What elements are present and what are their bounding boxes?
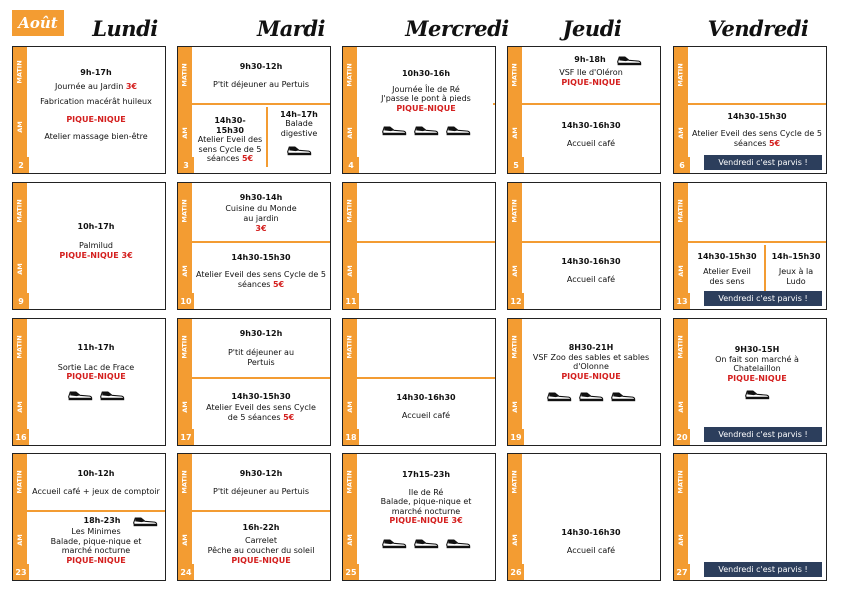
sneaker-icon <box>67 388 93 401</box>
parvis-banner[interactable]: Vendredi c'est parvis ! <box>704 427 822 442</box>
sneaker-icon <box>381 536 407 549</box>
day-cell-4 <box>342 46 496 174</box>
event-time: 9h30-12h <box>239 328 283 338</box>
event-time: 14h30-15h30 <box>214 116 246 135</box>
label-am: AM <box>511 127 519 139</box>
event-time: 9H30-15H <box>734 345 780 354</box>
divider <box>357 241 495 243</box>
label-am: AM <box>677 265 685 277</box>
day-number: 6 <box>674 157 690 173</box>
label-matin: MATIN <box>677 199 686 223</box>
event-detail: Balade, pique-nique et marché nocturne <box>380 497 472 516</box>
sneaker-icon <box>546 389 572 402</box>
event-time: 8H30-21H <box>568 343 614 352</box>
divider <box>192 510 330 512</box>
event-title: Accueil café <box>566 546 616 555</box>
parvis-banner[interactable]: Vendredi c'est parvis ! <box>704 562 822 577</box>
label-matin: MATIN <box>346 470 355 494</box>
day-cell-10 <box>177 182 331 310</box>
day-number: 19 <box>508 429 524 445</box>
day-cell-11 <box>342 182 496 310</box>
label-am: AM <box>677 127 685 139</box>
event-detail: Balade, pique-nique et marché nocturne <box>50 536 142 556</box>
label-am: AM <box>677 534 685 546</box>
day-number: 25 <box>343 564 359 580</box>
day-cell-25 <box>342 453 496 581</box>
picnic-label: PIQUE-NIQUE <box>66 555 126 565</box>
event-full-day <box>27 213 165 269</box>
event-title: On fait son marché à Chatelaillon <box>715 354 799 374</box>
day-cell-9 <box>12 182 166 310</box>
event-afternoon <box>192 245 330 297</box>
event-time: 10h-12h <box>77 469 115 479</box>
day-number: 2 <box>13 157 29 173</box>
day-cell-27 <box>673 453 827 581</box>
event-afternoon-2 <box>766 245 826 293</box>
day-number: 9 <box>13 293 29 309</box>
event-morning <box>192 321 330 375</box>
divider <box>357 377 495 379</box>
day-number: 17 <box>178 429 194 445</box>
day-header-wednesday: Mercredi <box>405 16 509 41</box>
picnic-label: PIQUE-NIQUE 3€ <box>59 250 133 260</box>
event-title: P'tit déjeuner au Pertuis <box>213 487 309 496</box>
day-header-monday: Lundi <box>92 16 158 41</box>
event-full-day <box>522 325 660 415</box>
event-title: Journée Île de Ré <box>392 84 460 94</box>
picnic-label: PIQUE-NIQUE <box>561 371 621 381</box>
sneaker-icon <box>99 388 125 401</box>
day-header-tuesday: Mardi <box>256 16 326 41</box>
parvis-banner[interactable]: Vendredi c'est parvis ! <box>704 291 822 306</box>
event-afternoon <box>192 381 330 433</box>
event-time: 10h30-16h <box>401 69 451 78</box>
label-matin: MATIN <box>16 470 25 494</box>
picnic-label: PIQUE-NIQUE 3€ <box>389 516 463 526</box>
event-title: P'tit déjeuner au Pertuis <box>213 80 309 89</box>
event-title: Atelier Eveil des sens Cycle de 5 séances 5€ <box>196 270 326 289</box>
event-time: 9h-17h <box>80 68 112 78</box>
day-number: 24 <box>178 564 194 580</box>
sneaker-icon <box>445 536 471 549</box>
event-price: 5€ <box>768 138 781 148</box>
day-cell-6 <box>673 46 827 174</box>
picnic-label: PIQUE-NIQUE <box>66 372 126 382</box>
divider <box>688 241 826 243</box>
divider <box>688 103 826 105</box>
label-matin: MATIN <box>511 63 520 87</box>
label-matin: MATIN <box>181 63 190 87</box>
event-afternoon-1 <box>690 245 764 293</box>
event-title: Jeux à la Ludo <box>778 267 814 286</box>
day-cell-17 <box>177 318 331 446</box>
event-time: 14h–15h30 <box>771 251 821 261</box>
picnic-label: PIQUE-NIQUE <box>66 114 126 124</box>
label-am: AM <box>181 534 189 546</box>
event-time: 14h30-15h30 <box>727 111 787 121</box>
event-title: Les Minimes <box>71 527 121 536</box>
label-matin: MATIN <box>511 335 520 359</box>
label-am: AM <box>511 401 519 413</box>
sneaker-icon <box>381 123 407 136</box>
event-morning <box>192 51 330 101</box>
event-time: 9h30-12h <box>239 62 283 72</box>
label-matin: MATIN <box>16 335 25 359</box>
label-am: AM <box>16 121 24 133</box>
event-full-day <box>688 325 826 415</box>
label-matin: MATIN <box>677 63 686 87</box>
divider <box>192 241 330 243</box>
label-am: AM <box>16 401 24 413</box>
sneaker-icon <box>445 123 471 136</box>
day-header-thursday: Jeudi <box>562 16 622 41</box>
label-am: AM <box>346 401 354 413</box>
event-price: 5€ <box>272 279 285 289</box>
event-title: Journée au Jardin <box>55 81 124 91</box>
divider <box>493 103 495 105</box>
event-afternoon <box>688 107 826 153</box>
event-time: 17h15-23h <box>401 470 451 479</box>
label-matin: MATIN <box>511 199 520 223</box>
event-time: 14h30-15h30 <box>231 252 291 262</box>
event-time: 14h30-16h30 <box>561 121 621 131</box>
event-time: 14h30-15h30 <box>697 251 757 261</box>
event-afternoon <box>357 381 495 433</box>
event-afternoon <box>522 245 660 297</box>
event-full-day <box>27 333 165 413</box>
day-number: 12 <box>508 293 524 309</box>
parvis-banner[interactable]: Vendredi c'est parvis ! <box>704 155 822 170</box>
label-am: AM <box>181 127 189 139</box>
event-time: 14h30-16h30 <box>396 393 456 403</box>
label-matin: MATIN <box>181 470 190 494</box>
sneaker-icon <box>610 389 636 402</box>
event-time: 9h30-12h <box>239 469 283 479</box>
label-matin: MATIN <box>346 335 355 359</box>
day-number: 27 <box>674 564 690 580</box>
event-afternoon <box>522 105 660 165</box>
day-cell-2 <box>12 46 166 174</box>
event-time: 14h–17h <box>280 109 318 119</box>
day-cell-13 <box>673 182 827 310</box>
label-matin: MATIN <box>677 470 686 494</box>
day-number: 26 <box>508 564 524 580</box>
event-time: 14h30-16h30 <box>561 257 621 267</box>
event-title: Accueil café <box>566 139 616 148</box>
event-title: Accueil café <box>566 275 616 284</box>
label-matin: MATIN <box>181 199 190 223</box>
event-morning <box>192 458 330 508</box>
sneaker-icon <box>578 389 604 402</box>
event-title: Sortie Lac de Frace <box>57 362 135 372</box>
divider <box>522 241 660 243</box>
event-time: 18h-23h <box>83 515 121 525</box>
day-cell-3 <box>177 46 331 174</box>
event-title: P'tit déjeuner au Pertuis <box>227 348 295 367</box>
day-cell-19 <box>507 318 661 446</box>
day-header-friday: Vendredi <box>707 16 809 41</box>
day-cell-26 <box>507 453 661 581</box>
event-time: 14h30-15h30 <box>231 391 291 401</box>
event-title: Cuisine du Monde au jardin <box>225 204 297 223</box>
day-number: 5 <box>508 157 524 173</box>
event-afternoon <box>192 514 330 574</box>
day-cell-24 <box>177 453 331 581</box>
day-cell-5 <box>507 46 661 174</box>
label-am: AM <box>346 265 354 277</box>
sneaker-icon <box>413 123 439 136</box>
day-cell-23 <box>12 453 166 581</box>
event-title: Atelier Eveil des sens <box>703 267 751 286</box>
event-afternoon-2 <box>268 105 330 161</box>
event-title: Atelier Eveil des sens Cycle de 5 séances 5€ <box>692 129 822 148</box>
sneaker-icon <box>413 536 439 549</box>
label-am: AM <box>16 263 24 275</box>
day-number: 18 <box>343 429 359 445</box>
event-afternoon <box>522 516 660 568</box>
event-title: Ile de Ré <box>408 487 444 497</box>
day-number: 23 <box>13 564 29 580</box>
divider <box>27 510 165 512</box>
label-am: AM <box>511 265 519 277</box>
event-price: 3€ <box>255 223 267 233</box>
label-matin: MATIN <box>181 335 190 359</box>
event-detail: Atelier massage bien-être <box>44 132 148 142</box>
label-matin: MATIN <box>346 63 355 87</box>
event-full-day <box>27 55 165 155</box>
day-number: 4 <box>343 157 359 173</box>
day-number: 3 <box>178 157 194 173</box>
event-detail: J'passe le pont à pieds <box>381 94 471 104</box>
event-title: Accueil café + jeux de comptoir <box>32 487 160 496</box>
event-full-day <box>357 460 495 560</box>
sneaker-icon <box>286 143 312 156</box>
label-am: AM <box>346 534 354 546</box>
sneaker-icon <box>616 53 642 66</box>
picnic-label: PIQUE-NIQUE <box>396 103 456 113</box>
event-morning <box>27 458 165 508</box>
event-afternoon-1 <box>194 107 266 173</box>
day-number: 20 <box>674 429 690 445</box>
event-title: VSF Ile d'Oléron <box>559 68 623 77</box>
label-am: AM <box>346 127 354 139</box>
event-price: 5€ <box>241 154 254 164</box>
day-cell-18 <box>342 318 496 446</box>
divider <box>192 377 330 379</box>
sneaker-icon <box>744 387 770 400</box>
event-full-day <box>357 55 495 155</box>
label-matin: MATIN <box>677 335 686 359</box>
label-matin: MATIN <box>16 199 25 223</box>
event-afternoon <box>27 514 165 578</box>
label-matin: MATIN <box>346 199 355 223</box>
label-am: AM <box>181 401 189 413</box>
picnic-label: PIQUE-NIQUE <box>231 555 291 565</box>
month-label: Août <box>12 10 64 36</box>
event-title: VSF Zoo des sables et sables d'Olonne <box>532 352 650 372</box>
event-title: Accueil café <box>401 411 451 420</box>
event-time: 16h-22h <box>242 522 280 532</box>
day-cell-12 <box>507 182 661 310</box>
event-detail: Fabrication macérât huileux <box>40 97 152 107</box>
day-number: 16 <box>13 429 29 445</box>
label-am: AM <box>511 534 519 546</box>
event-title: Carrelet <box>245 536 277 546</box>
event-price: 3€ <box>125 81 137 91</box>
label-am: AM <box>677 401 685 413</box>
sneaker-icon <box>132 514 158 527</box>
picnic-label: PIQUE-NIQUE <box>561 77 621 87</box>
day-cell-20 <box>673 318 827 446</box>
event-time: 11h-17h <box>77 343 115 352</box>
event-detail: Pêche au coucher du soleil <box>207 546 315 555</box>
event-time: 10h-17h <box>77 221 115 231</box>
label-am: AM <box>181 265 189 277</box>
picnic-label: PIQUE-NIQUE <box>727 373 787 383</box>
day-number: 11 <box>343 293 359 309</box>
event-title: Palmilud <box>79 241 113 251</box>
day-number: 10 <box>178 293 194 309</box>
label-am: AM <box>16 534 24 546</box>
event-title: Balade digestive <box>280 119 318 138</box>
label-matin: MATIN <box>16 60 25 84</box>
event-morning <box>522 53 660 103</box>
event-time: 9h30-14h <box>239 192 283 202</box>
event-title: Atelier Eveil des sens Cycle de 5 séances 5€ <box>197 135 263 164</box>
event-time: 9h-18h <box>574 54 606 64</box>
event-morning <box>192 186 330 240</box>
event-time: 14h30-16h30 <box>561 528 621 538</box>
label-matin: MATIN <box>511 470 520 494</box>
day-cell-16 <box>12 318 166 446</box>
event-price: 5€ <box>283 412 295 422</box>
event-title: Atelier Eveil des sens Cycle de 5 séances 5€ <box>206 403 316 422</box>
day-number: 13 <box>674 293 690 309</box>
